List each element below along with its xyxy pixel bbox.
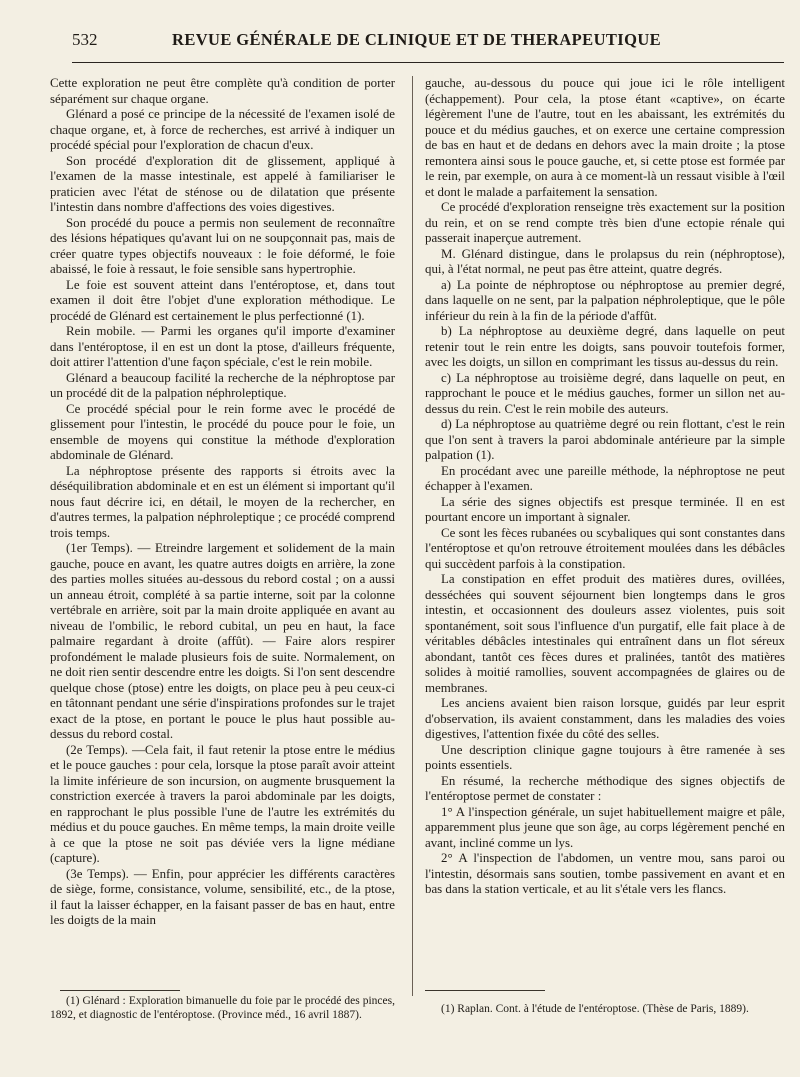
paragraph: a) La pointe de néphroptose ou néphroptose au premier degré, dans laquelle on ne sent, par la palpation néphroleptique, que le pôle inférieur du rein à la fin de la période d'affût. [425, 277, 785, 323]
paragraph: Glénard a posé ce principe de la nécessité de l'examen isolé de chaque organe, et, à force de recherches, est arrivé à indiquer un procédé spécial pour l'exploration de chacun d'eux. [50, 107, 395, 152]
paragraph: (1er Temps). — Etreindre largement et solidement de la main gauche, pouce en avant, les quatre autres doigts en arrière, la zone des parties molles situées au-dessous du rebord costal ; on a aussi un anneau étroit, complété à sa partie interne, soit par la colonne vertébrale en arrière, soit par la main droite appliquée en avant au niveau de l'ombilic, le rebord cubital, un peu en haut, la face palmaire regardant à droite (affût). — Faire alors respirer profondément le malade plusieurs fois de suite. Normalement, on ne doit rien sentir descendre entre les doigts. Si l'on sent descendre quelque chose (ptose) entre les doigts, on place peu à peu ceux-ci en tâtonnant pendant une série d'inspirations profondes sur le trajet exact de la ptose, en portant le pouce le plus haut possible au-dessus du rebord costal. [50, 541, 395, 741]
paragraph: En procédant avec une pareille méthode, la néphroptose ne peut échapper à l'examen. [425, 463, 785, 493]
running-title: REVUE GÉNÉRALE DE CLINIQUE ET DE THERAPEUTIQUE [172, 30, 662, 49]
paragraph: Son procédé d'exploration dit de glissement, appliqué à l'examen de la masse intestinale, est appelé à familiariser le praticien avec l'état de sténose ou de dilatation que présente l'intestin dans nombre d'affections des voies digestives. [50, 153, 395, 214]
footnote-right [425, 1002, 780, 1016]
footnote-text: (1) Glénard : Exploration bimanuelle du foie par le procédé des pinces, 1892, et diagnostic de l'entéroptose. (Province méd., 16 avril 1887). [50, 995, 395, 1021]
paragraph: Glénard a beaucoup facilité la recherche de la néphroptose par un procédé dit de la palpation néphroleptique. [50, 370, 395, 400]
footnote-text: (1) Raplan. Cont. à l'étude de l'entéroptose. (Thèse de Paris, 1889). [441, 1003, 749, 1015]
paragraph: Ce procédé d'exploration renseigne très exactement sur la position du rein, et on se rend compte très bien d'une ectopie rénale qui passerait inaperçue autrement. [425, 200, 785, 245]
paragraph: b) La néphroptose au deuxième degré, dans laquelle on peut retenir tout le rein entre les doigts, sans pouvoir toutefois former, avec les doigts, un sillon en comprimant les tissus au-dessus du rein. [425, 324, 785, 369]
paragraph: Cette exploration ne peut être complète qu'à condition de porter séparément sur chaque organe. [50, 76, 395, 106]
paragraph: La néphroptose présente des rapports si étroits avec la déséquilibration abdominale et en est un élément si important qu'il nous faut décrire ici, en détail, le moyen de la rechercher, en d'autres termes, la palpation néphroleptique ; ce procédé comprend trois temps. [50, 463, 395, 540]
paragraph: (2e Temps). —Cela fait, il faut retenir la ptose entre le médius et le pouce gauches : pour cela, lorsque la ptose paraît avoir atteint la limite inférieure de son incursion, on augmente brusquement la constriction exercée à travers la paroi abdominale par les doigts, en rapprochant le plus possible l'une de l'autre les extrémités du médius et du pouce gauches. En même temps, la main droite veille à ce que la ptose ne soit pas déviée vers la ligne médiane (capture). [50, 742, 395, 865]
paragraph: gauche, au-dessous du pouce qui joue ici le rôle intelligent (échappement). Pour cela, la ptose étant «captive», on écarte légèrement l'une de l'autre, tout en les abaissant, les extrémités du pouce et du médius gauches, et on exerce une certaine compression de bas en haut et de dedans en dehors avec la main droite ; la ptose remontera ainsi sous le pouce gauche, et, si cette ptose est formée par le rein, par exemple, on aura à ce moment-là un ressaut visible à l'œil et dont le malade a parfaitement la sensation. [425, 76, 785, 199]
paragraph: c) La néphroptose au troisième degré, dans laquelle on peut, en rapprochant le pouce et le médius gauches, former un sillon net au-dessus du rein. C'est le rein mobile des auteurs. [425, 370, 785, 416]
paragraph: Les anciens avaient bien raison lorsque, guidés par leur esprit d'observation, ils avaient constamment, dans les maladies des voies digestives, l'attention fixée du côté des selles. [425, 696, 785, 741]
paragraph: Une description clinique gagne toujours à être ramenée à ses points essentiels. [425, 742, 785, 772]
page-header [72, 30, 784, 52]
paragraph: (3e Temps). — Enfin, pour apprécier les différents caractères de siège, forme, consistance, volume, sensibilité, etc., de la ptose, il faut la laisser échapper, en la faisant passer de bas en haut, entre les doigts de la main [50, 866, 395, 927]
column-divider [412, 76, 413, 996]
paragraph: 2° A l'inspection de l'abdomen, un ventre mou, sans paroi ou l'intestin, désormais sans soutien, tombe passivement en avant et en bas dans la station verticale, et au lit s'étale vers les flancs. [425, 851, 785, 896]
paragraph: La série des signes objectifs est presque terminée. Il en est pourtant encore un important à signaler. [425, 494, 785, 524]
paragraph: La constipation en effet produit des matières dures, ovillées, desséchées qui souvent séjournent bien longtemps dans le gros intestin, et occasionnent des douleurs assez violentes, puis soit spontanément, soit sous l'influence d'un purgatif, elle fait place à de véritables débâcles intestinales qui entraînent dans un flot séreux abondant, tantôt ces fèces dures et pralinées, tantôt des matières solides à moitié ramollies, souvent accompagnées de glaires ou de membranes. [425, 572, 785, 695]
footnote-left [50, 994, 395, 1022]
footnote-rule [425, 990, 545, 991]
right-column [425, 76, 785, 898]
paragraph: d) La néphroptose au quatrième degré ou rein flottant, c'est le rein que l'on sent à travers la paroi abdominale antérieure par la simple palpation (1). [425, 417, 785, 462]
footnote-rule [60, 990, 180, 991]
paragraph: M. Glénard distingue, dans le prolapsus du rein (néphroptose), qui, à l'état normal, ne peut pas être atteint, quatre degrés. [425, 246, 785, 276]
paragraph: En résumé, la recherche méthodique des signes objectifs de l'entéroptose permet de constater : [425, 773, 785, 803]
paragraph: Ce procédé spécial pour le rein forme avec le procédé de glissement pour l'intestin, le procédé du pouce pour le foie, un ensemble de moyens qui constitue la méthode d'exploration abdominale de Glénard. [50, 401, 395, 462]
header-rule [72, 62, 784, 63]
left-column [50, 76, 395, 929]
paragraph: Le foie est souvent atteint dans l'entéroptose, et, dans tout examen il doit être l'objet d'une exploration méthodique. Le procédé de Glénard est certainement le plus perfectionné (1). [50, 277, 395, 323]
page-number: 532 [72, 30, 98, 49]
paragraph: Son procédé du pouce a permis non seulement de reconnaître des lésions hépatiques qu'avant lui on ne soupçonnait pas, mais de créer quatre types objectifs nouveaux : le foie déformé, le foie abaissé, le foie à ressaut, le foie sensible sans hypertrophie. [50, 215, 395, 276]
paragraph: Ce sont les fèces rubanées ou scybaliques qui sont constantes dans l'entéroptose et qu'on retrouve étroitement moulées dans les débâcles qui succèdent parfois à la constipation. [425, 525, 785, 571]
paragraph: 1° A l'inspection générale, un sujet habituellement maigre et pâle, apparemment plus jeune que son âge, au corps légèrement penché en avant, incliné comme un lys. [425, 804, 785, 850]
paragraph: Rein mobile. — Parmi les organes qu'il importe d'examiner dans l'entéroptose, il en est un dont la ptose, d'ailleurs fréquente, doit attirer l'attention d'une façon spéciale, c'est le rein mobile. [50, 324, 395, 369]
